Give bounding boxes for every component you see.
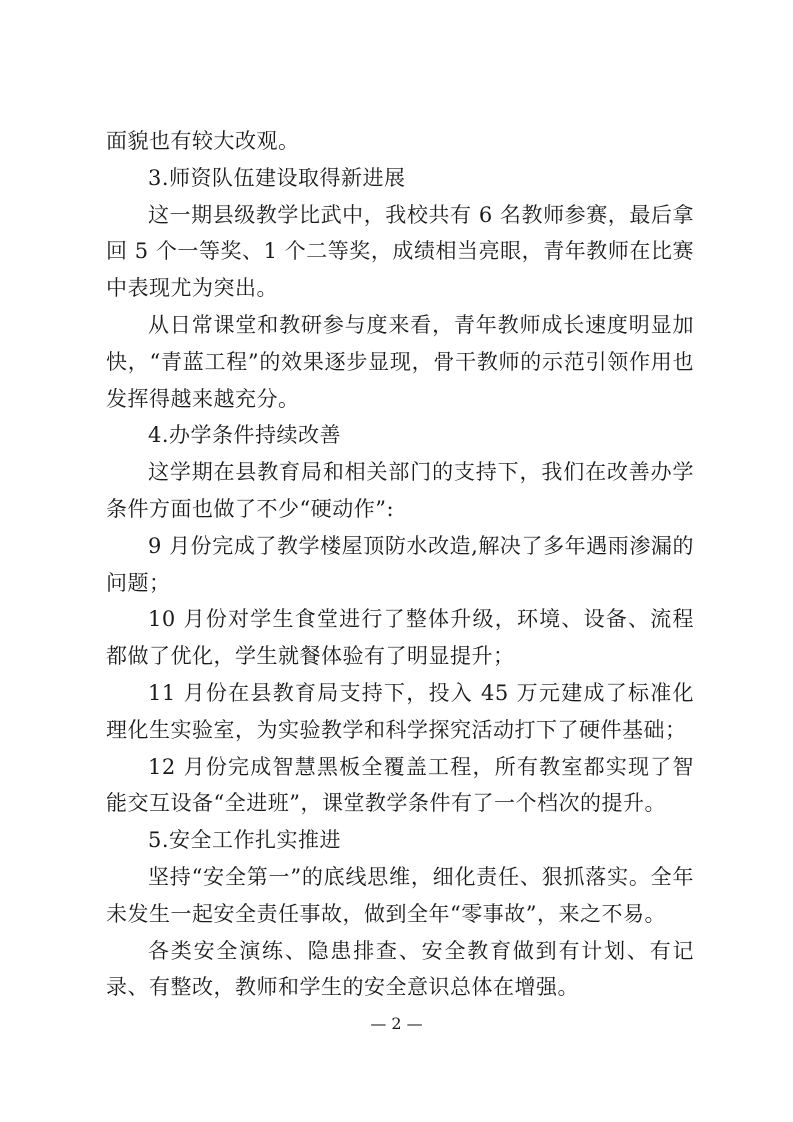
paragraph-september: 9 月份完成了教学楼屋顶防水改造,解决了多年遇雨渗漏的问题； [106, 533, 694, 595]
paragraph-conditions-intro: 这学期在县教育局和相关部门的支持下，我们在改善办学条件方面也做了不少“硬动作”: [106, 460, 694, 521]
section-heading-conditions: 4.办学条件持续改善 [148, 423, 342, 448]
paragraph-november: 11 月份在县教育局支持下，投入 45 万元建成了标准化理化生实验室，为实验教学和科学探究活动打下了硬件基础； [106, 680, 694, 742]
paragraph-december: 12 月份完成智慧黑板全覆盖工程，所有教室都实现了智能交互设备“全进班”，课堂教学条件有了一个档次的提升。 [106, 754, 694, 816]
paragraph-teacher-growth: 从日常课堂和教研参与度来看，青年教师成长速度明显加快，“青蓝工程”的效果逐步显现，骨干教师的示范引领作用也发挥得越来越充分。 [106, 312, 694, 411]
paragraph-safety-first: 坚持“安全第一”的底线思维，细化责任、狠抓落实。全年未发生一起安全责任事故，做到全年“零事故”，来之不易。 [106, 864, 694, 926]
paragraph-teaching-competition: 这一期县级教学比武中，我校共有 6 名教师参赛，最后拿回 5 个一等奖、1 个二等奖，成绩相当亮眼，青年教师在比赛中表现尤为突出。 [106, 202, 694, 301]
paragraph-october: 10 月份对学生食堂进行了整体升级，环境、设备、流程都做了优化，学生就餐体验有了明显提升； [106, 607, 694, 669]
section-heading-safety: 5.安全工作扎实推进 [148, 828, 342, 853]
paragraph-safety-drills: 各类安全演练、隐患排查、安全教育做到有计划、有记录、有整改，教师和学生的安全意识总体在增强。 [106, 938, 694, 1000]
section-heading-teachers: 3.师资队伍建设取得新进展 [148, 165, 406, 190]
paragraph-continuation: 面貌也有较大改观。 [106, 129, 300, 153]
page-number: — 2 — [370, 1014, 423, 1033]
document-body [106, 123, 694, 1006]
